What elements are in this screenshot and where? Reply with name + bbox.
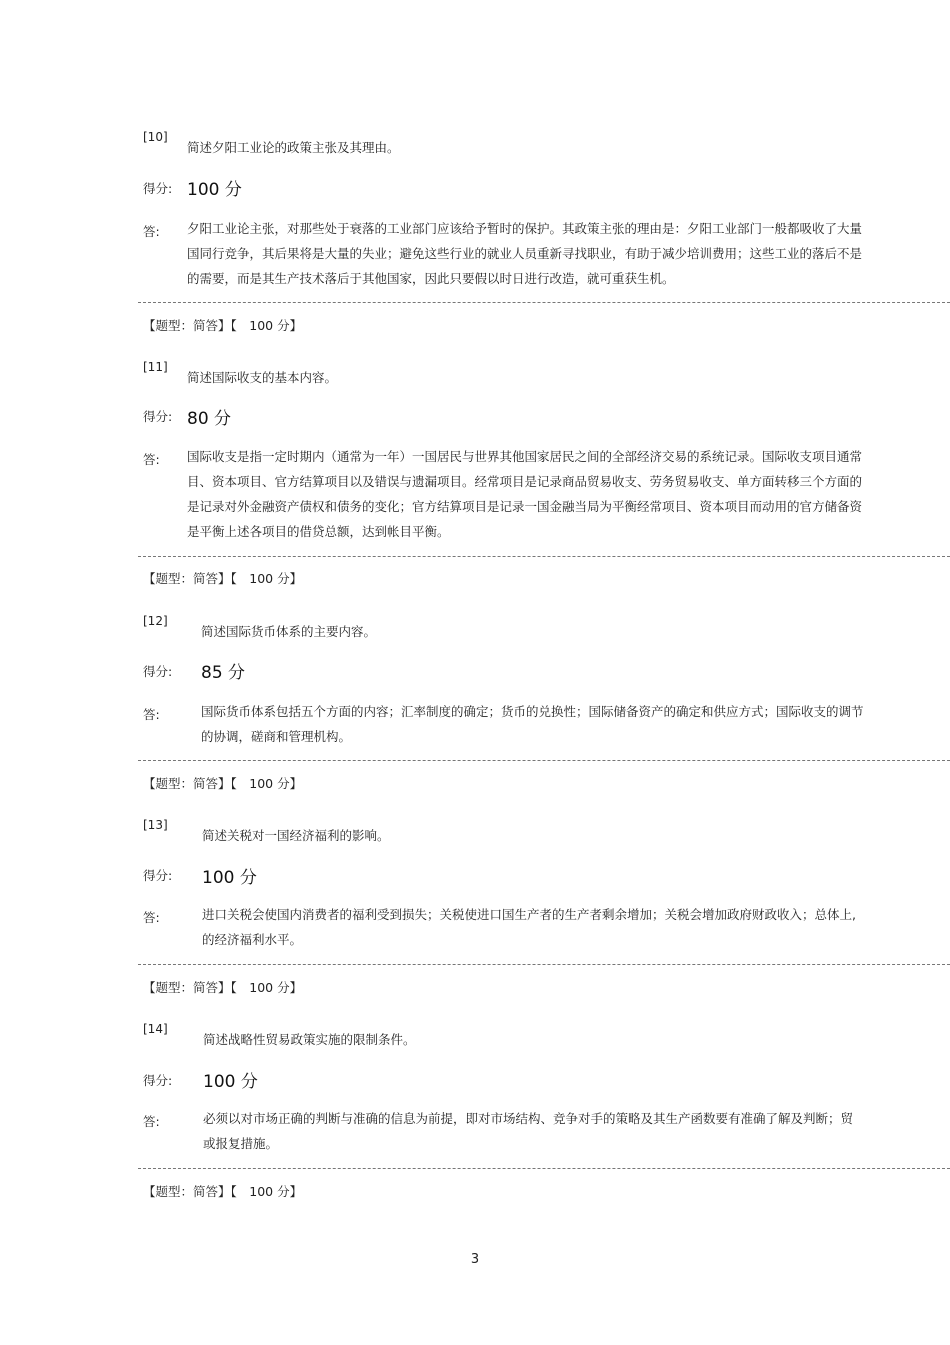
score-value: 80 分 [187,409,232,429]
divider [138,964,950,965]
divider [138,302,950,303]
divider [138,556,950,557]
divider [138,760,950,761]
score-value: 100 分 [203,1072,258,1092]
score-value: 85 分 [201,663,246,683]
score-label: 得分: [143,181,173,196]
answer-text: 国际收支是指一定时期内（通常为一年）一国居民与世界其他国家居民之间的全部经济交易的系统记录。国际收支项目通常 目、资本项目、官方结算项目以及错误与遗漏项目。经常项目是记录商品贸易收支、劳务贸易收支、单方面转移三个方面的 是记录对外金融资产债权和债务的变化；官方结算项目是记录一国金融当局为平衡经常项目、资本项目而动用的官方储备资 是平衡上述各项目的借贷总额，达到帐目平衡。 [187,449,863,539]
score-value: 100 分 [202,868,257,888]
score-value: 100 分 [187,180,242,200]
score-label: 得分: [143,868,173,883]
answer-text: 进口关税会使国内消费者的福利受到损失；关税使进口国生产者的生产者剩余增加；关税会增加政府财政收入；总体上, 的经济福利水平。 [202,907,856,947]
question-meta: 【题型：简答】【 100 分】 [143,1184,303,1199]
question-number: [11] [143,360,168,374]
score-label: 得分: [143,664,173,679]
question-title: 简述国际收支的基本内容。 [187,370,338,385]
answer-text: 国际货币体系包括五个方面的内容；汇率制度的确定；货币的兑换性；国际储备资产的确定和供应方式；国际收支的调节 的协调，磋商和管理机构。 [201,704,864,744]
question-number: [13] [143,818,168,832]
answer-text: 夕阳工业论主张，对那些处于衰落的工业部门应该给予暂时的保护。其政策主张的理由是：夕阳工业部门一般都吸收了大量 国同行竞争，其后果将是大量的失业；避免这些行业的就业人员重新寻找职业，有助于减少培训费用；这些工业的落后不是 的需要，而是其生产技术落后于其他国家，因此只要假以时日进行改造，就可重获生机。 [187,221,863,286]
answer-label: 答: [143,224,160,239]
question-number: [10] [143,130,168,144]
question-meta: 【题型：简答】【 100 分】 [143,980,303,995]
answer-label: 答: [143,910,160,925]
question-title: 简述夕阳工业论的政策主张及其理由。 [187,140,400,155]
answer-text: 必须以对市场正确的判断与准确的信息为前提，即对市场结构、竞争对手的策略及其生产函数要有准确了解及判断；贸 或报复措施。 [203,1111,854,1151]
divider [138,1168,950,1169]
answer-label: 答: [143,452,160,467]
score-label: 得分: [143,1073,173,1088]
answer-label: 答: [143,1114,160,1129]
question-number: [12] [143,614,168,628]
question-title: 简述战略性贸易政策实施的限制条件。 [203,1032,416,1047]
question-meta: 【题型：简答】【 100 分】 [143,318,303,333]
question-title: 简述国际货币体系的主要内容。 [201,624,377,639]
question-number: [14] [143,1022,168,1036]
question-title: 简述关税对一国经济福利的影响。 [202,828,390,843]
score-label: 得分: [143,409,173,424]
page-number: 3 [470,1252,480,1267]
question-meta: 【题型：简答】【 100 分】 [143,776,303,791]
question-meta: 【题型：简答】【 100 分】 [143,571,303,586]
answer-label: 答: [143,707,160,722]
